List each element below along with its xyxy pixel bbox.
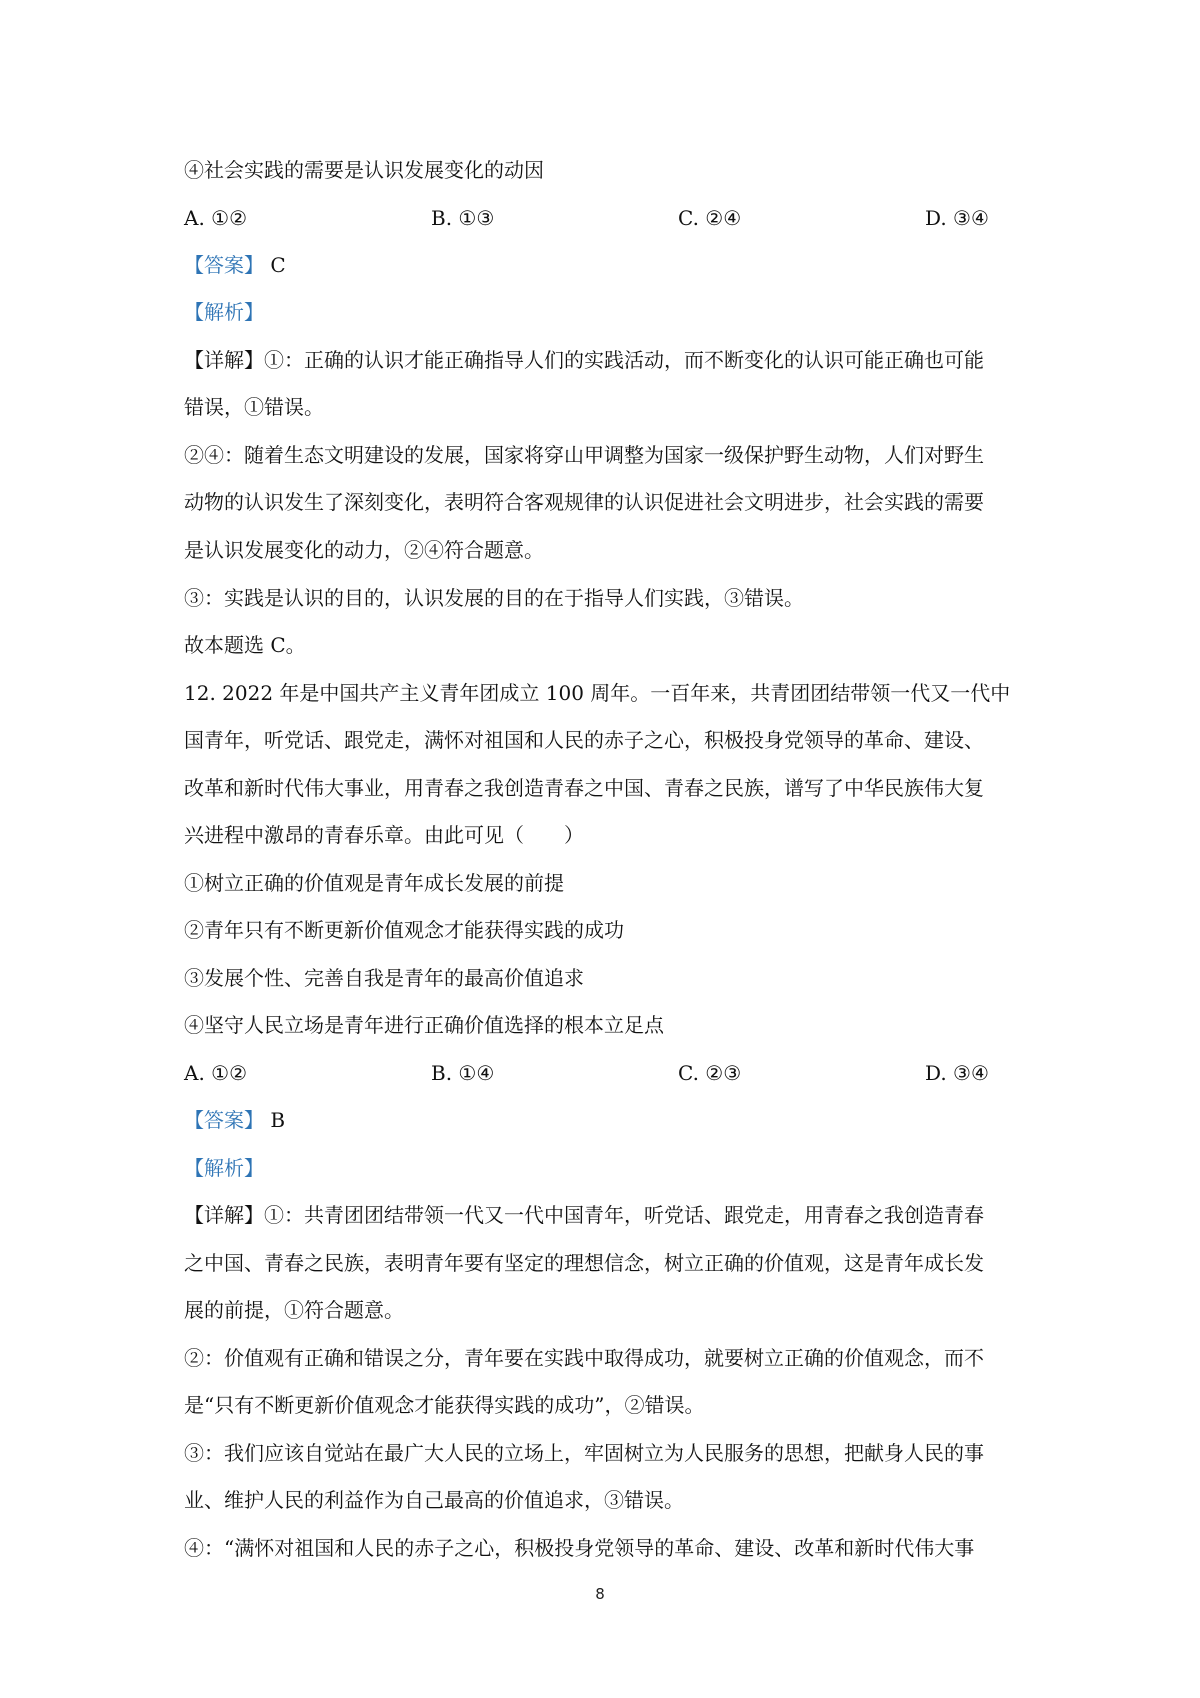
q12-statement-1: ①树立正确的价值观是青年成长发展的前提 [184, 871, 564, 895]
answer-value: B [270, 1108, 286, 1132]
q11-option-a: A. ①② [184, 206, 248, 230]
q12-detail-line: 是“只有不断更新价值观念才能获得实践的成功”，②错误。 [184, 1393, 705, 1417]
q11-detail-line [184, 345, 1024, 375]
detail-tag: 【详解】 [184, 348, 264, 372]
q12-option-d: D. ③④ [925, 1061, 989, 1085]
q12-detail-line: ②：价值观有正确和错误之分，青年要在实践中取得成功，就要树立正确的价值观念，而不 [184, 1346, 984, 1370]
q12-statement-2: ②青年只有不断更新价值观念才能获得实践的成功 [184, 918, 624, 942]
q11-detail-line: 是认识发展变化的动力，②④符合题意。 [184, 538, 544, 562]
q11-detail-line: 动物的认识发生了深刻变化，表明符合客观规律的认识促进社会文明进步，社会实践的需要 [184, 490, 984, 514]
q12-options [184, 1058, 1024, 1088]
q11-detail-line: ③：实践是认识的目的，认识发展的目的在于指导人们实践，③错误。 [184, 586, 804, 610]
q11-conclusion: 故本题选 C。 [184, 633, 306, 657]
q12-stem-line: 国青年，听党话、跟党走，满怀对祖国和人民的赤子之心，积极投身党领导的革命、建设、 [184, 728, 984, 752]
q11-detail-line: ②④：随着生态文明建设的发展，国家将穿山甲调整为国家一级保护野生动物，人们对野生 [184, 443, 984, 467]
q12-detail-line: 展的前提，①符合题意。 [184, 1298, 404, 1322]
q12-stem-line: 改革和新时代伟大事业，用青春之我创造青春之中国、青春之民族，谱写了中华民族伟大复 [184, 776, 984, 800]
page-number: 8 [595, 1585, 605, 1603]
q12-statement-4: ④坚守人民立场是青年进行正确价值选择的根本立足点 [184, 1013, 664, 1037]
answer-tag: 【答案】 [184, 1108, 264, 1132]
q12-option-c: C. ②③ [678, 1061, 742, 1085]
q12-detail-line [184, 1200, 1024, 1230]
q11-options [184, 203, 1024, 233]
q11-option-b: B. ①③ [431, 206, 495, 230]
detail-text: ①：共青团团结带领一代又一代中国青年，听党话、跟党走，用青春之我创造青春 [264, 1203, 984, 1227]
answer-value: C [270, 253, 286, 277]
q12-stem-line: 兴进程中激昂的青春乐章。由此可见（ ） [184, 823, 584, 847]
q12-option-b: B. ①④ [431, 1061, 495, 1085]
analysis-tag: 【解析】 [184, 1156, 264, 1180]
q11-answer [184, 250, 1024, 280]
q11-option-c: C. ②④ [678, 206, 742, 230]
q12-statement-3: ③发展个性、完善自我是青年的最高价值追求 [184, 966, 584, 990]
q11-statement-4: ④社会实践的需要是认识发展变化的动因 [184, 158, 544, 182]
q12-stem-line: 12. 2022 年是中国共产主义青年团成立 100 周年。一百年来，共青团团结带领一代又一代中 [184, 681, 1011, 705]
q12-answer [184, 1105, 1024, 1135]
q12-analysis-heading [184, 1153, 1024, 1183]
detail-tag: 【详解】 [184, 1203, 264, 1227]
answer-tag: 【答案】 [184, 253, 264, 277]
q12-detail-line: 业、维护人民的利益作为自己最高的价值追求，③错误。 [184, 1488, 684, 1512]
q11-detail-line: 错误，①错误。 [184, 395, 324, 419]
q12-detail-line: 之中国、青春之民族，表明青年要有坚定的理想信念，树立正确的价值观，这是青年成长发 [184, 1251, 984, 1275]
q12-detail-line: ④：“满怀对祖国和人民的赤子之心，积极投身党领导的革命、建设、改革和新时代伟大事 [184, 1536, 975, 1560]
q12-detail-line: ③：我们应该自觉站在最广大人民的立场上，牢固树立为人民服务的思想，把献身人民的事 [184, 1441, 984, 1465]
q11-option-d: D. ③④ [925, 206, 989, 230]
q12-option-a: A. ①② [184, 1061, 248, 1085]
detail-text: ①：正确的认识才能正确指导人们的实践活动，而不断变化的认识可能正确也可能 [264, 348, 984, 372]
analysis-tag: 【解析】 [184, 300, 264, 324]
q11-analysis-heading [184, 297, 1024, 327]
